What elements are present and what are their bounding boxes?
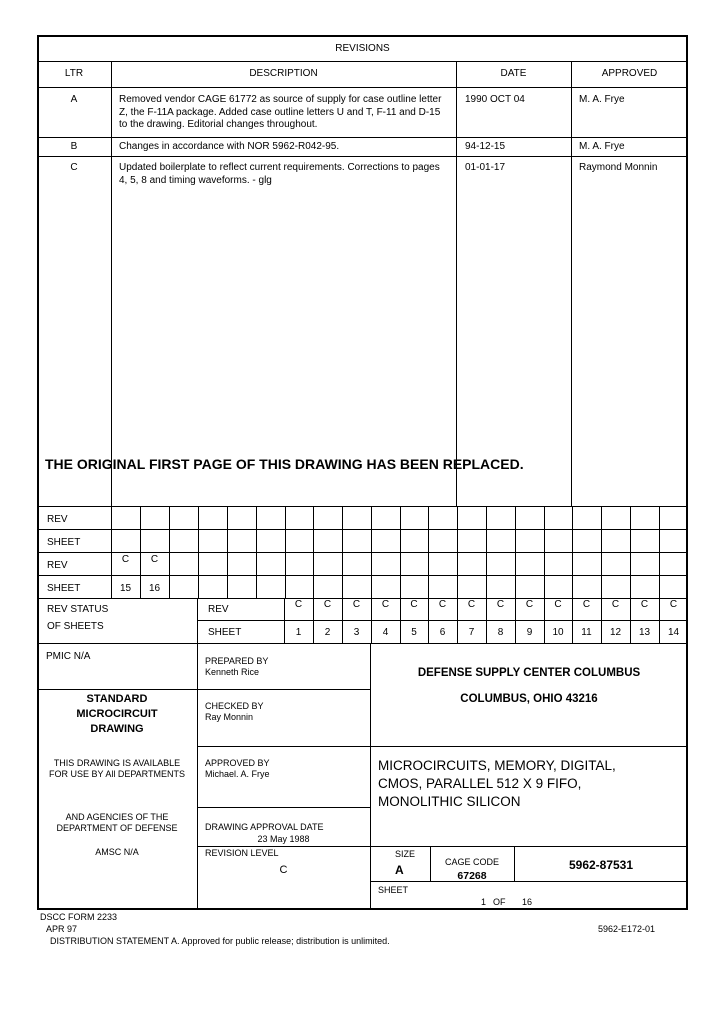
sheet-row-label: SHEET	[208, 627, 242, 638]
rev-status-sheet: 7	[468, 627, 475, 638]
rev-status-rev: C	[525, 599, 534, 610]
drawing-number: 5962-87531	[568, 858, 634, 872]
rule	[37, 87, 688, 88]
of-sheets-label: OF SHEETS	[47, 621, 104, 632]
rule	[37, 643, 688, 644]
upper-rev-label: REV	[47, 560, 68, 571]
rule	[456, 61, 457, 506]
rule	[256, 506, 257, 598]
drawing-title-line: MICROCIRCUITS, MEMORY, DIGITAL,	[378, 758, 616, 773]
form-code: 5962-E172-01	[598, 924, 656, 934]
rev-date: 01-01-17	[465, 162, 506, 173]
rev-status-sheet: 5	[411, 627, 417, 638]
rev-status-rev: C	[496, 599, 505, 610]
rev-status-rev: C	[467, 599, 476, 610]
prepared-by-label: PREPARED BY	[205, 656, 269, 666]
col-description: DESCRIPTION	[249, 68, 318, 79]
size-label: SIZE	[395, 849, 416, 859]
rule	[111, 61, 112, 506]
rule	[428, 506, 429, 598]
upper-rev-label: REV	[47, 514, 68, 525]
rule	[37, 61, 688, 62]
rev-status-label: REV STATUS	[47, 604, 109, 615]
form-number: DSCC FORM 2233	[40, 912, 118, 922]
approval-date: 23 May 1988	[257, 834, 310, 844]
approved-by-label: APPROVED BY	[205, 758, 270, 768]
rule	[515, 506, 516, 598]
rev-status-rev: C	[381, 599, 390, 610]
rev-status-rev: C	[323, 599, 332, 610]
upper-sheet-value: 16	[148, 583, 161, 594]
rule	[37, 575, 688, 576]
rev-description: Updated boilerplate to reflect current requirements. Corrections to pages 4, 5, 8 and timing waveforms. - glg	[119, 162, 440, 186]
rule	[37, 506, 688, 507]
rev-status-sheet: 1	[295, 627, 302, 638]
rule	[457, 506, 458, 598]
org-name: DEFENSE SUPPLY CENTER COLUMBUS	[417, 667, 641, 679]
agencies-line: DEPARTMENT OF DEFENSE	[56, 823, 178, 833]
rev-status-sheet: 6	[439, 627, 446, 638]
upper-sheet-label: SHEET	[47, 583, 81, 594]
rule	[313, 506, 314, 598]
rule	[400, 506, 401, 598]
cage-code: 67268	[457, 870, 487, 882]
rule	[370, 643, 371, 910]
availability-line: THIS DRAWING IS AVAILABLE	[53, 758, 181, 768]
rev-date: 94-12-15	[465, 141, 506, 152]
rule	[169, 506, 170, 598]
rule	[37, 529, 688, 530]
rule	[198, 506, 199, 598]
rule	[486, 506, 487, 598]
rule	[285, 506, 286, 598]
distribution-statement: DISTRIBUTION STATEMENT A. Approved for public release; distribution is unlimited.	[50, 936, 390, 946]
sheet-number: 1	[481, 897, 487, 907]
size-value: A	[395, 863, 404, 877]
rev-status-rev: C	[640, 599, 649, 610]
rule	[571, 61, 572, 506]
rule	[140, 506, 141, 598]
rev-status-sheet: 13	[638, 627, 651, 638]
sheet-total: 16	[522, 897, 533, 907]
rule	[197, 746, 688, 747]
rev-status-sheet: 10	[552, 627, 564, 638]
rule	[197, 846, 688, 847]
rev-status-rev: C	[410, 599, 418, 610]
rule	[370, 881, 688, 882]
rev-status-rev: C	[554, 599, 562, 610]
rev-status-sheet: 2	[324, 627, 331, 638]
rev-status-rev: C	[352, 599, 361, 610]
rule	[601, 506, 602, 598]
standard-title-line: DRAWING	[90, 723, 144, 735]
col-approved: APPROVED	[601, 68, 658, 79]
rev-description: Removed vendor CAGE 61772 as source of supply for case outline letter Z, the F-11A package. Added case outline letters U and T, F-11 and D-15 to the drawing. Editorial changes throughout.	[119, 94, 442, 130]
rev-ltr: B	[70, 141, 78, 152]
rule	[197, 807, 370, 808]
rule	[37, 156, 688, 157]
rev-status-rev: C	[611, 599, 620, 610]
sheet-label: SHEET	[378, 885, 409, 895]
rev-status-rev: C	[582, 599, 591, 610]
rev-description: Changes in accordance with NOR 5962-R042-95.	[119, 141, 340, 152]
approved-by-name: Michael. A. Frye	[205, 769, 270, 779]
rule	[544, 506, 545, 598]
rev-approved: M. A. Frye	[579, 141, 625, 152]
replaced-notice: THE ORIGINAL FIRST PAGE OF THIS DRAWING HAS BEEN REPLACED.	[45, 456, 524, 472]
standard-title-line: STANDARD	[86, 693, 148, 705]
checked-by-name: Ray Monnin	[205, 712, 254, 722]
rev-status-sheet: 9	[526, 627, 533, 638]
rule	[630, 506, 631, 598]
agencies-line: AND AGENCIES OF THE	[65, 812, 169, 822]
rev-ltr: A	[70, 94, 78, 105]
rule	[659, 506, 660, 598]
rev-approved: M. A. Frye	[579, 94, 625, 105]
rule	[227, 506, 228, 598]
rev-row-label: REV	[208, 604, 229, 615]
rev-approved: Raymond Monnin	[579, 162, 658, 173]
cage-code-label: CAGE CODE	[444, 857, 499, 867]
availability-line: FOR USE BY All DEPARTMENTS	[48, 769, 186, 779]
rule	[37, 689, 370, 690]
rev-status-sheet: 12	[609, 627, 622, 638]
prepared-by-name: Kenneth Rice	[205, 667, 260, 677]
rev-status-rev: C	[669, 599, 678, 610]
rev-status-sheet: 4	[382, 627, 389, 638]
col-ltr: LTR	[64, 68, 84, 79]
revision-level: C	[279, 864, 288, 876]
rev-status-sheet: 14	[667, 627, 680, 638]
rule	[197, 620, 688, 621]
drawing-title-line: MONOLITHIC SILICON	[378, 794, 521, 809]
standard-title-line: MICROCIRCUIT	[76, 708, 158, 720]
sheet-of: OF	[493, 897, 506, 907]
rev-status-sheet: 8	[497, 627, 504, 638]
pmic: PMIC N/A	[46, 651, 91, 662]
rule	[572, 506, 573, 598]
revisions-heading: REVISIONS	[335, 43, 390, 54]
rev-date: 1990 OCT 04	[465, 94, 525, 105]
rev-status-rev: C	[294, 599, 303, 610]
upper-sheet-label: SHEET	[47, 537, 81, 548]
rule	[111, 506, 112, 598]
checked-by-label: CHECKED BY	[205, 701, 264, 711]
org-address: COLUMBUS, OHIO 43216	[460, 693, 598, 705]
rev-status-sheet: 3	[353, 627, 360, 638]
form-date: APR 97	[46, 924, 78, 934]
approval-date-label: DRAWING APPROVAL DATE	[205, 822, 324, 832]
upper-sheet-value: 15	[119, 583, 132, 594]
revision-level-label: REVISION LEVEL	[205, 848, 279, 858]
rev-status-rev: C	[438, 599, 447, 610]
rule	[37, 552, 688, 553]
rev-ltr: C	[70, 162, 78, 173]
col-date: DATE	[500, 68, 527, 79]
rule	[37, 137, 688, 138]
rule	[371, 506, 372, 598]
rule	[342, 506, 343, 598]
upper-rev-value: C	[121, 554, 130, 565]
amsc: AMSC N/A	[95, 847, 139, 857]
rev-status-sheet: 11	[581, 627, 592, 638]
drawing-title-line: CMOS, PARALLEL 512 X 9 FIFO,	[378, 776, 582, 791]
upper-rev-value: C	[150, 554, 159, 565]
